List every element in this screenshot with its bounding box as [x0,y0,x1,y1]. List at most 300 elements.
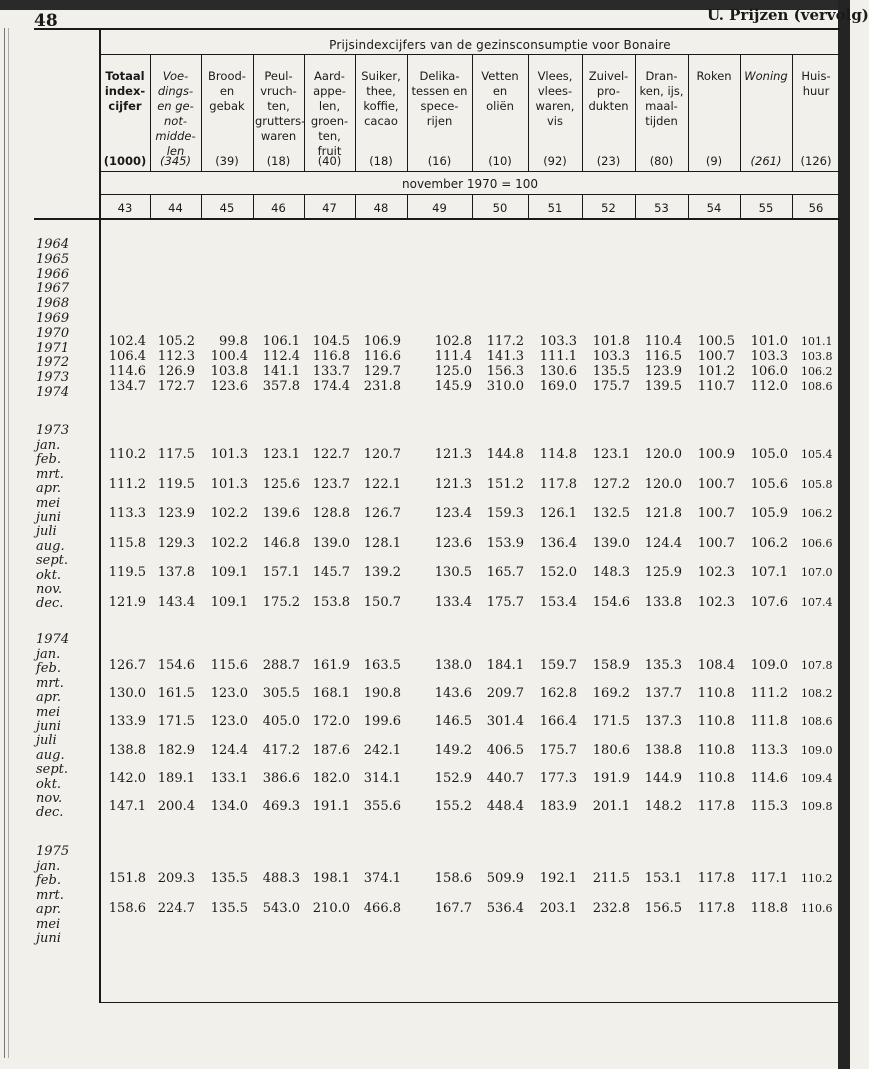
rule-col-sep [150,54,151,172]
table-cell: 314.1 [363,770,401,786]
table-cell: 405.0 [262,714,300,730]
table-cell: 107.4 [801,596,833,609]
table-cell: 122.1 [363,476,401,492]
table-cell: 123.9 [157,506,195,522]
rule-below-colnums [34,218,840,220]
table-cell: 115.6 [210,658,248,673]
row-label-month: dec. [36,805,64,821]
table-cell: 128.1 [363,535,401,551]
table-cell: 141.3 [486,349,524,364]
table-cell: 119.5 [157,476,195,492]
rule-col-sep [635,54,636,172]
column-number: 46 [271,201,286,215]
row-label-month: jan. [36,438,61,453]
column-number: 48 [373,201,389,215]
table-cell: 162.8 [539,686,577,702]
table-cell: 154.6 [592,595,630,610]
table-cell: 138.0 [434,658,472,673]
table-cell: 145.7 [312,565,350,581]
table-cell: 103.3 [539,334,577,349]
column-header: Vetten en oliën [481,69,519,113]
table-cell: 158.6 [434,871,472,886]
table-cell: 118.8 [750,901,788,916]
table-cell: 112.0 [750,379,788,394]
table-cell: 103.3 [750,349,788,364]
table-cell: 111.2 [108,476,146,492]
table-cell: 201.1 [592,799,630,814]
table-cell: 138.8 [644,742,682,758]
table-cell: 153.9 [486,535,524,551]
table-cell: 105.9 [750,506,788,522]
table-cell: 113.3 [108,506,146,522]
rule-col-sep [407,194,408,218]
column-header: Delika- tessen en spece- rijen [411,69,468,128]
column-header: Huis- huur [801,69,831,98]
row-label-month: aug. [36,538,65,554]
rule-col-sep [528,54,529,172]
table-cell: 106.2 [750,535,788,551]
table-cell: 121.3 [434,447,472,462]
row-label-month: nov. [36,582,63,597]
table-cell: 109.1 [210,595,248,610]
rule-col-sep [253,194,254,218]
table-cell: 357.8 [262,379,300,394]
table-cell: 114.6 [108,364,146,379]
table-cell: 101.3 [210,447,248,462]
table-cell: 157.1 [262,565,300,581]
row-label-month: mrt. [36,466,64,482]
table-cell: 114.6 [750,770,788,786]
table-cell: 137.3 [644,714,682,730]
table-cell: 103.3 [592,349,630,364]
table-cell: 166.4 [539,714,577,730]
table-cell: 469.3 [262,799,300,814]
rule-col-sep [472,194,473,218]
table-cell: 129.7 [363,364,401,379]
table-cell: 108.6 [801,715,833,729]
table-base-note: november 1970 = 100 [402,177,538,191]
column-weight: (9) [705,154,723,168]
table-cell: 133.1 [210,770,248,786]
table-cell: 110.7 [697,379,735,394]
row-label-month: feb. [36,452,61,468]
column-weight: (18) [266,154,291,168]
table-cell: 143.4 [157,595,195,610]
column-weight: (18) [369,154,393,168]
row-label-month: mei [36,704,61,720]
table-cell: 152.0 [539,565,577,581]
table-cell: 133.8 [644,595,682,610]
column-weight: (261) [750,154,782,168]
column-weight: (10) [488,154,512,168]
table-cell: 123.6 [434,535,472,551]
table-cell: 466.8 [363,901,401,916]
table-cell: 509.9 [486,871,524,886]
table-cell: 101.0 [750,334,788,349]
table-cell: 198.1 [312,871,350,886]
table-cell: 159.3 [486,506,524,522]
column-header: Suiker, thee, koffie, cacao [361,69,401,128]
table-cell: 146.5 [434,714,472,730]
row-label-month: apr. [36,902,61,918]
table-cell: 147.1 [108,799,146,814]
table-cell: 109.1 [210,565,248,581]
table-cell: 110.2 [801,872,833,885]
table-cell: 113.3 [750,742,788,758]
table-cell: 192.1 [539,871,577,886]
column-header: Woning [744,69,788,83]
table-cell: 536.4 [486,901,524,916]
row-label-month: feb. [36,873,61,889]
table-cell: 107.8 [801,659,833,672]
rule-col-sep [582,194,583,218]
table-cell: 153.1 [644,871,682,886]
table-cell: 171.5 [157,714,195,730]
table-cell: 355.6 [363,799,401,814]
table-cell: 106.4 [108,349,146,364]
table-cell: 231.8 [363,379,401,394]
table-cell: 142.0 [108,770,146,786]
table-cell: 129.3 [157,535,195,551]
table-cell: 488.3 [262,871,300,886]
table-cell: 110.2 [108,447,146,462]
column-header: Totaal index- cijfer [104,69,146,113]
page-edge-rule [4,28,5,1058]
table-cell: 100.7 [697,535,735,551]
table-cell: 109.0 [750,658,788,673]
table-cell: 209.7 [486,686,524,702]
column-weight: (345) [160,154,191,168]
column-weight: (1000) [103,154,147,168]
table-cell: 440.7 [486,770,524,786]
table-cell: 305.5 [262,686,300,702]
column-weight: (80) [649,154,674,168]
table-cell: 151.2 [486,476,524,492]
page-number: 48 [34,11,58,31]
table-cell: 110.6 [801,902,833,915]
table-cell: 102.8 [434,334,472,349]
table-cell: 191.1 [312,799,350,814]
table-cell: 139.0 [312,535,350,551]
table-cell: 224.7 [157,901,195,916]
column-number: 51 [547,201,563,215]
table-cell: 199.6 [363,714,401,730]
table-cell: 148.2 [644,799,682,814]
table-cell: 120.0 [644,476,682,492]
table-cell: 171.5 [592,714,630,730]
table-cell: 153.4 [539,595,577,610]
table-cell: 116.5 [644,349,682,364]
table-cell: 139.5 [644,379,682,394]
table-cell: 122.7 [312,447,350,462]
rule-col-sep [150,194,151,218]
table-cell: 105.8 [801,477,833,491]
table-cell: 158.6 [108,901,146,916]
table-cell: 119.5 [108,565,146,581]
table-cell: 124.4 [644,535,682,551]
row-label-year: 1972 [36,355,70,371]
table-cell: 110.8 [697,714,735,730]
row-label-month: juni [36,510,61,525]
table-cell: 99.8 [219,334,248,349]
table-cell: 200.4 [157,799,195,814]
table-cell: 106.1 [262,334,300,349]
rule-under-weights [100,171,840,172]
column-number: 54 [706,201,722,215]
table-cell: 102.2 [210,535,248,551]
table-cell: 111.8 [750,714,788,730]
table-cell: 120.7 [363,447,401,462]
table-cell: 130.5 [434,565,472,581]
table-cell: 144.8 [486,447,524,462]
table-cell: 110.8 [697,686,735,702]
table-cell: 175.2 [262,595,300,610]
row-label-month: okt. [36,776,62,792]
column-number: 47 [322,201,337,215]
row-label-month: juni [36,719,61,734]
table-cell: 174.4 [312,379,350,394]
rule-col-sep [472,54,473,172]
row-label-year: 1968 [36,296,70,312]
rule-col-sep [201,194,202,218]
table-cell: 112.3 [157,349,195,364]
table-cell: 152.9 [434,770,472,786]
row-label-month: sept. [36,762,69,778]
table-cell: 100.7 [697,349,735,364]
table-cell: 135.5 [210,871,248,886]
table-cell: 105.2 [157,334,195,349]
table-cell: 169.2 [592,686,630,702]
table-cell: 109.4 [801,771,833,785]
table-cell: 169.0 [539,379,577,394]
table-cell: 172.7 [157,379,195,394]
table-cell: 232.8 [592,901,630,916]
row-label-year: 1971 [36,340,70,356]
table-cell: 133.7 [312,364,350,379]
table-cell: 138.8 [108,742,146,758]
table-cell: 120.0 [644,447,682,462]
table-cell: 117.8 [539,476,577,492]
rule-col-sep [304,54,305,172]
rule-bottom [100,1002,840,1003]
table-cell: 105.6 [750,476,788,492]
table-cell: 156.5 [644,901,682,916]
table-cell: 134.0 [210,799,248,814]
table-cell: 180.6 [592,742,630,758]
table-cell: 139.0 [592,535,630,551]
table-cell: 110.8 [697,742,735,758]
rule-col-sep [688,54,689,172]
table-cell: 130.6 [539,364,577,379]
table-cell: 100.7 [697,506,735,522]
column-number: 43 [117,201,133,215]
table-cell: 101.2 [697,364,735,379]
table-cell: 184.1 [486,658,524,673]
table-cell: 100.7 [697,476,735,492]
column-header: Vlees, vlees- waren, vis [535,69,575,128]
table-cell: 145.9 [434,379,472,394]
table-cell: 137.8 [157,565,195,581]
table-cell: 187.6 [312,742,350,758]
table-cell: 108.6 [801,380,833,393]
table-cell: 116.8 [312,349,350,364]
row-label-year: 1970 [36,325,70,341]
column-header: Brood- en gebak [208,69,246,113]
row-label-month: mei [36,916,61,932]
row-label-month: juni [36,931,61,946]
table-cell: 117.8 [697,901,735,916]
table-cell: 161.5 [157,686,195,702]
table-cell: 102.3 [697,565,735,581]
table-cell: 417.2 [262,742,300,758]
table-cell: 163.5 [363,658,401,673]
table-cell: 106.2 [801,365,833,378]
table-cell: 126.7 [108,658,146,673]
table-cell: 108.2 [801,687,833,701]
table-cell: 117.1 [750,871,788,886]
table-cell: 211.5 [592,871,630,886]
table-cell: 117.2 [486,334,524,349]
row-label-year: 1973 [36,370,70,386]
table-cell: 117.8 [697,799,735,814]
table-cell: 123.1 [262,447,300,462]
table-cell: 100.4 [210,349,248,364]
table-cell: 158.9 [592,658,630,673]
table-cell: 141.1 [262,364,300,379]
rule-col-sep [635,194,636,218]
table-cell: 301.4 [486,714,524,730]
table-title: Prijsindexcijfers van de gezinsconsumptie voor Bonaire [329,38,671,52]
column-weight: (126) [800,154,832,168]
table-cell: 168.1 [312,686,350,702]
table-cell: 105.4 [801,448,833,461]
row-label-year: 1964 [36,237,70,252]
table-cell: 139.6 [262,506,300,522]
table-cell: 107.6 [750,595,788,610]
rule-top [34,28,840,30]
table-cell: 156.3 [486,364,524,379]
column-weight: (40) [317,154,342,168]
table-cell: 103.8 [801,350,833,363]
table-cell: 109.8 [801,800,833,813]
row-label-month: mei [36,495,61,511]
table-cell: 137.7 [644,686,682,702]
rule-col-sep [253,54,254,172]
table-cell: 125.6 [262,476,300,492]
table-cell: 110.8 [697,770,735,786]
table-cell: 106.9 [363,334,401,349]
row-label-year: 1974 [36,632,70,647]
table-cell: 121.9 [108,595,146,610]
table-cell: 310.0 [486,379,524,394]
table-cell: 123.9 [644,364,682,379]
table-cell: 133.9 [108,714,146,730]
table-cell: 151.8 [108,871,146,886]
table-cell: 117.5 [157,447,195,462]
scan-right-edge [838,0,850,1069]
column-header: Dran- ken, ijs, maal- tijden [639,69,684,128]
table-cell: 100.9 [697,447,735,462]
table-cell: 101.3 [210,476,248,492]
table-cell: 114.8 [539,447,577,462]
row-label-month: jan. [36,859,61,874]
row-label-month: sept. [36,553,69,569]
row-label-month: okt. [36,567,62,583]
row-label-month: mrt. [36,675,64,691]
table-cell: 153.8 [312,595,350,610]
row-label-month: apr. [36,481,61,497]
table-cell: 111.4 [434,349,472,364]
table-cell: 123.7 [312,476,350,492]
table-cell: 106.0 [750,364,788,379]
table-cell: 105.0 [750,447,788,462]
table-cell: 175.7 [486,595,524,610]
table-cell: 190.8 [363,686,401,702]
table-cell: 126.7 [363,506,401,522]
row-label-year: 1973 [36,423,70,438]
rule-col-sep [407,54,408,172]
table-cell: 123.0 [210,686,248,702]
table-cell: 172.0 [312,714,350,730]
table-cell: 374.1 [363,871,401,886]
column-weight: (92) [543,154,567,168]
table-cell: 101.8 [592,334,630,349]
table-cell: 189.1 [157,770,195,786]
table-cell: 146.8 [262,535,300,551]
row-label-month: dec. [36,596,64,612]
column-number: 50 [492,201,508,215]
table-cell: 144.9 [644,770,682,786]
rule-col-sep [355,54,356,172]
row-label-month: nov. [36,791,63,806]
column-number: 53 [654,201,669,215]
row-label-year: 1969 [36,311,70,326]
table-cell: 134.7 [108,379,146,394]
table-cell: 242.1 [363,742,401,758]
table-cell: 406.5 [486,742,524,758]
rule-col-sep [792,54,793,172]
table-cell: 125.9 [644,565,682,581]
row-label-year: 1966 [36,266,70,282]
rule-col-sep [355,194,356,218]
column-weight: (16) [427,154,452,168]
column-number: 49 [432,201,447,215]
table-cell: 123.6 [210,379,248,394]
table-cell: 110.4 [644,334,682,349]
table-cell: 121.8 [644,506,682,522]
table-cell: 135.3 [644,658,682,673]
table-cell: 150.7 [363,595,401,610]
table-cell: 133.4 [434,595,472,610]
table-cell: 135.5 [210,901,248,916]
table-cell: 448.4 [486,799,524,814]
column-header: Roken [696,69,732,83]
table-cell: 182.0 [312,770,350,786]
table-cell: 126.9 [157,364,195,379]
column-weight: (23) [596,154,621,168]
row-label-month: aug. [36,747,65,763]
table-cell: 161.9 [312,658,350,673]
table-cell: 111.2 [750,686,788,702]
table-cell: 177.3 [539,770,577,786]
column-header: Voe- dings- en ge- not- midde- len [155,69,196,158]
rule-col-sep [304,194,305,218]
table-cell: 154.6 [157,658,195,673]
table-cell: 126.1 [539,506,577,522]
table-cell: 175.7 [592,379,630,394]
table-cell: 102.2 [210,506,248,522]
column-weight: (39) [215,154,239,168]
